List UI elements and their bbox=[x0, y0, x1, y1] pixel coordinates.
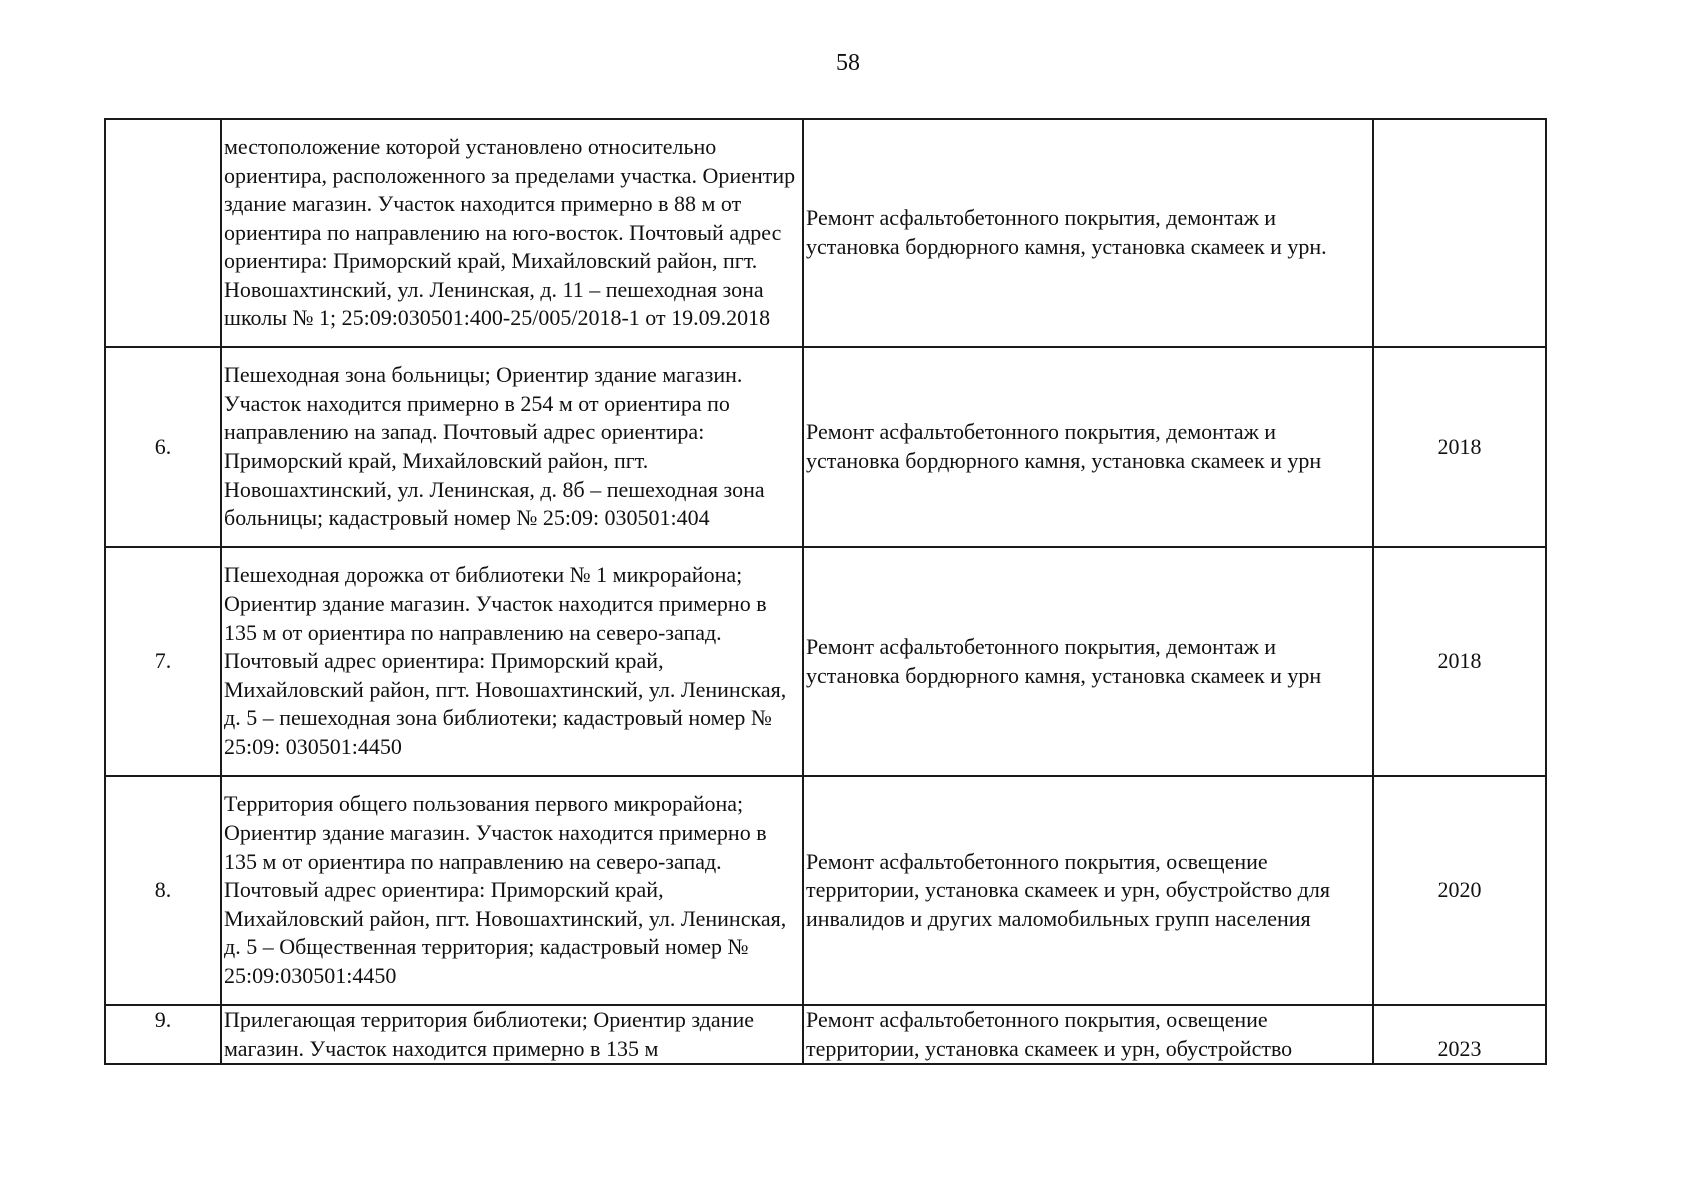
works-cell: Ремонт асфальтобетонного покрытия, демонтаж и установка бордюрного камня, установка скамеек и урн bbox=[803, 547, 1373, 776]
year-cell bbox=[1373, 119, 1546, 347]
year-cell: 2020 bbox=[1373, 776, 1546, 1005]
location-cell: Прилегающая территория библиотеки; Ориентир здание магазин. Участок находится примерно в 135 м bbox=[221, 1005, 803, 1064]
row-number-cell bbox=[105, 119, 221, 347]
location-cell: Пешеходная зона больницы; Ориентир здание магазин. Участок находится примерно в 254 м от ориентира по направлению на запад. Почтовый адрес ориентира: Приморский край, Михайловский район, пгт. Новошахтинский, ул. Ленинская, д. 8б – пешеходная зона больницы; кадастровый номер № 25:09: 030501:404 bbox=[221, 347, 803, 547]
table-row bbox=[105, 347, 1546, 547]
year-cell: 2023 bbox=[1373, 1005, 1546, 1064]
location-cell: Пешеходная дорожка от библиотеки № 1 микрорайона; Ориентир здание магазин. Участок находится примерно в 135 м от ориентира по направлению на северо-запад. Почтовый адрес ориентира: Приморский край, Михайловский район, пгт. Новошахтинский, ул. Ленинская, д. 5 – пешеходная зона библиотеки; кадастровый номер № 25:09: 030501:4450 bbox=[221, 547, 803, 776]
row-number-cell: 8. bbox=[105, 776, 221, 1005]
location-cell: местоположение которой установлено относительно ориентира, расположенного за пределами участка. Ориентир здание магазин. Участок находится примерно в 88 м от ориентира по направлению на юго-восток. Почтовый адрес ориентира: Приморский край, Михайловский район, пгт. Новошахтинский, ул. Ленинская, д. 11 – пешеходная зона школы № 1; 25:09:030501:400-25/005/2018-1 от 19.09.2018 bbox=[221, 119, 803, 347]
row-number-cell: 6. bbox=[105, 347, 221, 547]
improvement-table bbox=[104, 118, 1547, 1065]
row-number-cell: 7. bbox=[105, 547, 221, 776]
works-cell: Ремонт асфальтобетонного покрытия, демонтаж и установка бордюрного камня, установка скамеек и урн. bbox=[803, 119, 1373, 347]
table-row bbox=[105, 776, 1546, 1005]
page-number: 58 bbox=[836, 50, 860, 76]
works-cell: Ремонт асфальтобетонного покрытия, освещение территории, установка скамеек и урн, обустройство для инвалидов и других маломобильных групп населения bbox=[803, 776, 1373, 1005]
table-row bbox=[105, 547, 1546, 776]
year-cell: 2018 bbox=[1373, 547, 1546, 776]
table-row bbox=[105, 1005, 1546, 1064]
year-cell: 2018 bbox=[1373, 347, 1546, 547]
works-cell: Ремонт асфальтобетонного покрытия, демонтаж и установка бордюрного камня, установка скамеек и урн bbox=[803, 347, 1373, 547]
works-cell: Ремонт асфальтобетонного покрытия, освещение территории, установка скамеек и урн, обустройство bbox=[803, 1005, 1373, 1064]
table-row bbox=[105, 119, 1546, 347]
row-number-cell: 9. bbox=[105, 1005, 221, 1064]
location-cell: Территория общего пользования первого микрорайона; Ориентир здание магазин. Участок находится примерно в 135 м от ориентира по направлению на северо-запад. Почтовый адрес ориентира: Приморский край, Михайловский район, пгт. Новошахтинский, ул. Ленинская, д. 5 – Общественная территория; кадастровый номер № 25:09:030501:4450 bbox=[221, 776, 803, 1005]
